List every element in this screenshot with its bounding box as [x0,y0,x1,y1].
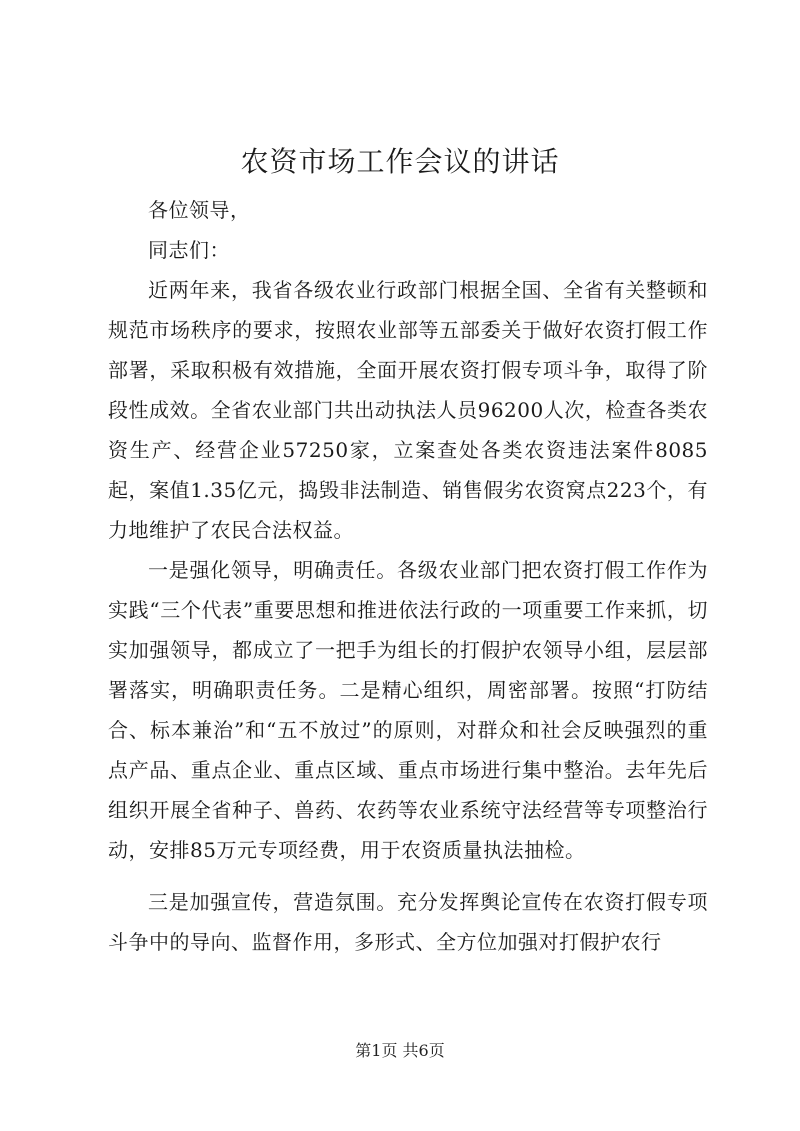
document-title: 农资市场工作会议的讲话 [240,145,560,178]
paragraph-overview: 近两年来，我省各级农业行政部门根据全国、全省有关整顿和规范市场秩序的要求，按照农业部等五部委关于做好农资打假工作部署，采取积极有效措施，全面开展农资打假专项斗争，取得了阶段性成效。全省农业部门共出动执法人员96200人次，检查各类农资生产、经营企业57250家，立案查处各类农资违法案件8085起，案值1.35亿元，捣毁非法制造、销售假劣农资窝点223个，有力地维护了农民合法权益。 [108,278,708,542]
paragraph-measures-1-2: 一是强化领导，明确责任。各级农业部门把农资打假工作作为实践“三个代表”重要思想和推进依法行政的一项重要工作来抓，切实加强领导，都成立了一把手为组长的打假护农领导小组，层层部署落实，明确职责任务。二是精心组织，周密部署。按照“打防结合、标本兼治”和“五不放过”的原则，对群众和社会反映强烈的重点产品、重点企业、重点区域、重点市场进行集中整治。去年先后组织开展全省种子、兽药、农药等农业系统守法经营等专项整治行动，安排85万元专项经费，用于农资质量执法抽检。 [108,558,708,862]
salutation-comrades: 同志们： [148,238,230,262]
page-number: 第1页 共6页 [355,1041,445,1060]
document-body [108,190,708,962]
salutation-leaders: 各位领导， [148,198,251,222]
paragraph-measure-3: 三是加强宣传，营造氛围。充分发挥舆论宣传在农资打假专项斗争中的导向、监督作用，多形式、全方位加强对打假护农行 [108,890,708,954]
